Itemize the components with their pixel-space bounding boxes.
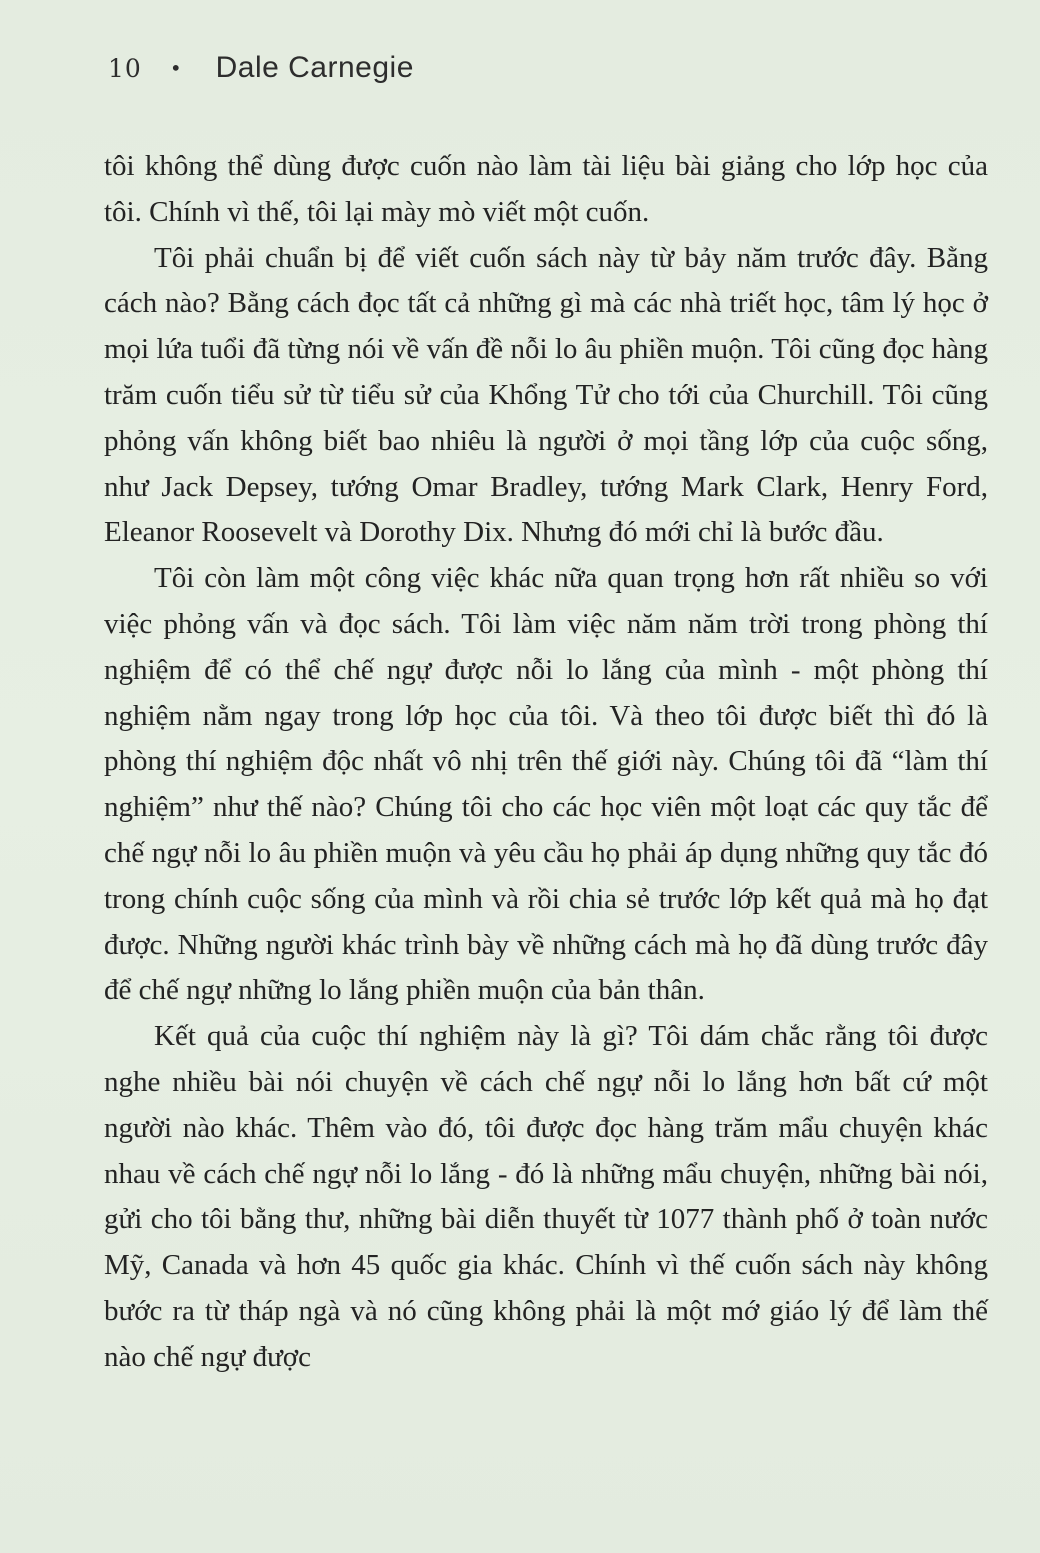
paragraph-4: Kết quả của cuộc thí nghiệm này là gì? Tôi dám chắc rằng tôi được nghe nhiều bài nói chuyện về cách chế ngự nỗi lo lắng hơn bất cứ một người nào khác. Thêm vào đó, tôi được đọc hàng trăm mẩu chuyện khác nhau về cách chế ngự nỗi lo lắng - đó là những mẩu chuyện, những bài nói, gửi cho tôi bằng thư, những bài diễn thuyết từ 1077 thành phố ở toàn nước Mỹ, Canada và hơn 45 quốc gia khác. Chính vì thế cuốn sách này không bước ra từ tháp ngà và nó cũng không phải là một mớ giáo lý để làm thế nào chế ngự được <box>104 1020 988 1373</box>
running-title: Dale Carnegie <box>215 51 414 84</box>
body-text <box>104 144 988 1381</box>
page-header <box>108 48 414 88</box>
paragraph-1: tôi không thể dùng được cuốn nào làm tài liệu bài giảng cho lớp học của tôi. Chính vì thế, tôi lại mày mò viết một cuốn. <box>104 150 988 228</box>
page-number: 10 <box>108 53 142 83</box>
paragraph-2: Tôi phải chuẩn bị để viết cuốn sách này từ bảy năm trước đây. Bằng cách nào? Bằng cách đọc tất cả những gì mà các nhà triết học, tâm lý học ở mọi lứa tuổi đã từng nói về vấn đề nỗi lo âu phiền muộn. Tôi cũng đọc hàng trăm cuốn tiểu sử từ tiểu sử của Khổng Tử cho tới của Churchill. Tôi cũng phỏng vấn không biết bao nhiêu là người ở mọi tầng lớp của cuộc sống, như Jack Depsey, tướng Omar Bradley, tướng Mark Clark, Henry Ford, Eleanor Roosevelt và Dorothy Dix. Nhưng đó mới chỉ là bước đầu. <box>104 241 988 549</box>
paragraph-3: Tôi còn làm một công việc khác nữa quan trọng hơn rất nhiều so với việc phỏng vấn và đọc sách. Tôi làm việc năm năm trời trong phòng thí nghiệm để có thể chế ngự được nỗi lo lắng của mình - một phòng thí nghiệm nằm ngay trong lớp học của tôi. Và theo tôi được biết thì đó là phòng thí nghiệm độc nhất vô nhị trên thế giới này. Chúng tôi đã “làm thí nghiệm” như thế nào? Chúng tôi cho các học viên một loạt các quy tắc để chế ngự nỗi lo âu phiền muộn và yêu cầu họ phải áp dụng những quy tắc đó trong chính cuộc sống của mình và rồi chia sẻ trước lớp kết quả mà họ đạt được. Những người khác trình bày về những cách mà họ đã dùng trước đây để chế ngự những lo lắng phiền muộn của bản thân. <box>104 562 988 1007</box>
header-bullet: • <box>169 56 182 80</box>
